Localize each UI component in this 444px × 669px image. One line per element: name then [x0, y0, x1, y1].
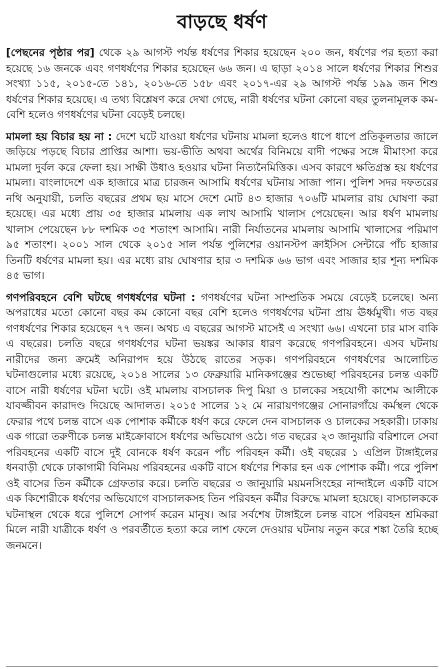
paragraph-text: থেকে ২৯ আগস্ট পর্যন্ত ধর্ষণের শিকার হয়েছেন ২০০ জন, ধর্ষণের পর হত্যা করা হয়েছে ১৬ জনকে এবং গণধর্ষণের শিকার হয়েছেন ৬৬ জন। এ ছাড়া ২০১৪ সালে ধর্ষণের শিকার শিশুর সংখ্যা ১১৫, ২০১৫-তে ১৪১, ২০১৬-তে ১৫৮ এবং ২০১৭-এর ২৯ আগস্ট পর্যন্ত ১৯৯ জন শিশু ধর্ষণের শিকার হয়েছে। এ তথ্য বিশ্লেষণ করে দেখা গেছে, নারী ধর্ষণের ঘটনা কোনো বছর তুলনামূলক কম-বেশি হলেও গণধর্ষণের ঘটনা বেড়েই চলছে। — [6, 47, 438, 121]
paragraph-text: গণধর্ষণের ঘটনা সাম্প্রতিক সময়ে বেড়েই চলেছে। অন্য অপরাধের মতো কোনো বছর কম কোনো বছর বেশি হলেও গণধর্ষণের ঘটনা প্রায় ঊর্ধ্বমুখী। গত বছর গণধর্ষণের শিকার হয়েছেন ৭৭ জন। অথচ এ বছরের আগস্ট মাসেই এ সংখ্যা ৬৬। এখনো চার মাস বাকি এ বছরের। চলতি বছরে গণধর্ষণের ঘটনা ভয়ঙ্কর আকার ধারণ করেছে গণপরিবহনে। এসব ঘটনায় নারীদের জন্য ক্রমেই অনিরাপদ হয়ে উঠছে রাতের সড়ক। গণপরিবহনে গণধর্ষণের আলোচিত ঘটনাগুলোর মধ্যে রয়েছে, ২০১৪ সালের ১৩ ফেব্রুয়ারি মানিকগঞ্জের শুভেচ্ছা পরিবহনের চলন্ত একটি বাসে নারী ধর্ষণের ঘটনা ঘটে। ওই মামলায় বাসচালক দিপু মিয়া ও চালকের সহযোগী কাশেম আলীকে যাবজ্জীবন কারাদণ্ড দিয়েছে আদালত। ২০১৫ সালের ১২ মে নারায়ণগঞ্জের সোনারগাঁয়ে কর্মস্থল থেকে ফেরার পথে চলন্ত বাসে এক পোশাক কর্মীকে ধর্ষণ করে ফেলে দেন বাসচালক ও চালকের সহকারী। ঢাকায় এক গারো তরুণীকে চলন্ত মাইক্রোবাসে ধর্ষণের অভিযোগ ওঠে। গত বছরের ২৩ জানুয়ারি বরিশালে সেবা পরিবহনের একটি বাসে দুই বোনকে ধর্ষণ করেন পাঁচ পরিবহন কর্মী। ওই বছরের ১ এপ্রিল টাঙ্গাইলের ধনবাড়ী থেকে ঢাকাগামী বিনিময় পরিবহনের একটি বাসে ধর্ষণের শিকার হন এক পোশাক কর্মী। পরে পুলিশ ওই বাসের তিন কর্মীকে গ্রেফতার করে। চলতি বছরের ৩ জানুয়ারি ময়মনসিংহের নান্দাইলে একটি বাসে এক কিশোরীকে ধর্ষণের অভিযোগে বাসচালকসহ তিন পরিবহন কর্মীর বিরুদ্ধে মামলা হয়েছে। বাসচালককে ঘটনাস্থল থেকে ধরে পুলিশে সোপর্দ করেন মানুষ। আর সর্বশেষ টাঙ্গাইলে চলন্ত বাসে পরিবহন শ্রমিকরা মিলে নারী যাত্রীকে ধর্ষণ ও পরবর্তীতে হত্যা করে লাশ ফেলে দেওয়ার ঘটনায় নতুন করে শঙ্কা তৈরি হচ্ছে জনমনে। — [6, 291, 438, 552]
bottom-divider — [6, 666, 438, 667]
paragraph-case-trial — [6, 130, 438, 285]
headline: বাড়ছে ধর্ষণ — [176, 11, 268, 33]
section-subhead: মামলা হয় বিচার হয় না : — [6, 130, 113, 143]
section-subhead: গণপরিবহনে বেশি ঘটছে গণধর্ষণের ঘটনা : — [6, 291, 196, 304]
article-body — [6, 46, 438, 554]
paragraph-public-transport — [6, 291, 438, 555]
paragraph-text: দেশে ঘটে যাওয়া ধর্ষণের ঘটনায় মামলা হলেও ধাপে ধাপে প্রতিকূলতার জালে জড়িয়ে পড়ছে বিচার প্রাপ্তির আশা। ভয়-ভীতি অথবা অর্থের বিনিময়ে বাদী পক্ষের সঙ্গে মীমাংসা করে মামলা দুর্বল করে ফেলা হয়। সাক্ষী উধাও হওয়ার ঘটনা নিত্যনৈমিত্তিক। এসব কারণে ক্ষতিগ্রস্ত হয় ধর্ষণের মামলা। বাংলাদেশে এক হাজারে মাত্র চারজন আসামি ধর্ষণের ঘটনায় সাজা পান। পুলিশ সদর দফতরের নথি অনুযায়ী, চলতি বছরের প্রথম ছয় মাসে দেশে মোট ৪৩ হাজার ৭০৬টি মামলার রায় ঘোষণা করা হয়েছে। এর মধ্যে প্রায় ৩৫ হাজার মামলায় এক লাখ আসামি খালাস পেয়েছেন। আর ধর্ষণ মামলায় খালাস পেয়েছেন ৮৮ দশমিক ৩৫ শতাংশ আসামি। নারী নির্যাতনের মামলায় আসামি খালাসের পরিমাণ ৯৫ শতাংশ। ২০০১ সাল থেকে ২০১৫ সাল পর্যন্ত পুলিশের ওয়ানস্টপ ক্রাইসিস সেন্টারে পাঁচ হাজার তিনটি ধর্ষণের মামলা হয়। এর মধ্যে রায় ঘোষণার হার ৩ দশমিক ৬৬ ভাগ এবং সাজার হার শূন্য দশমিক ৪৫ ভাগ। — [6, 130, 439, 282]
continuation-marker: [পেছনের পৃষ্ঠার পর] — [6, 47, 95, 59]
paragraph-intro — [6, 46, 438, 124]
